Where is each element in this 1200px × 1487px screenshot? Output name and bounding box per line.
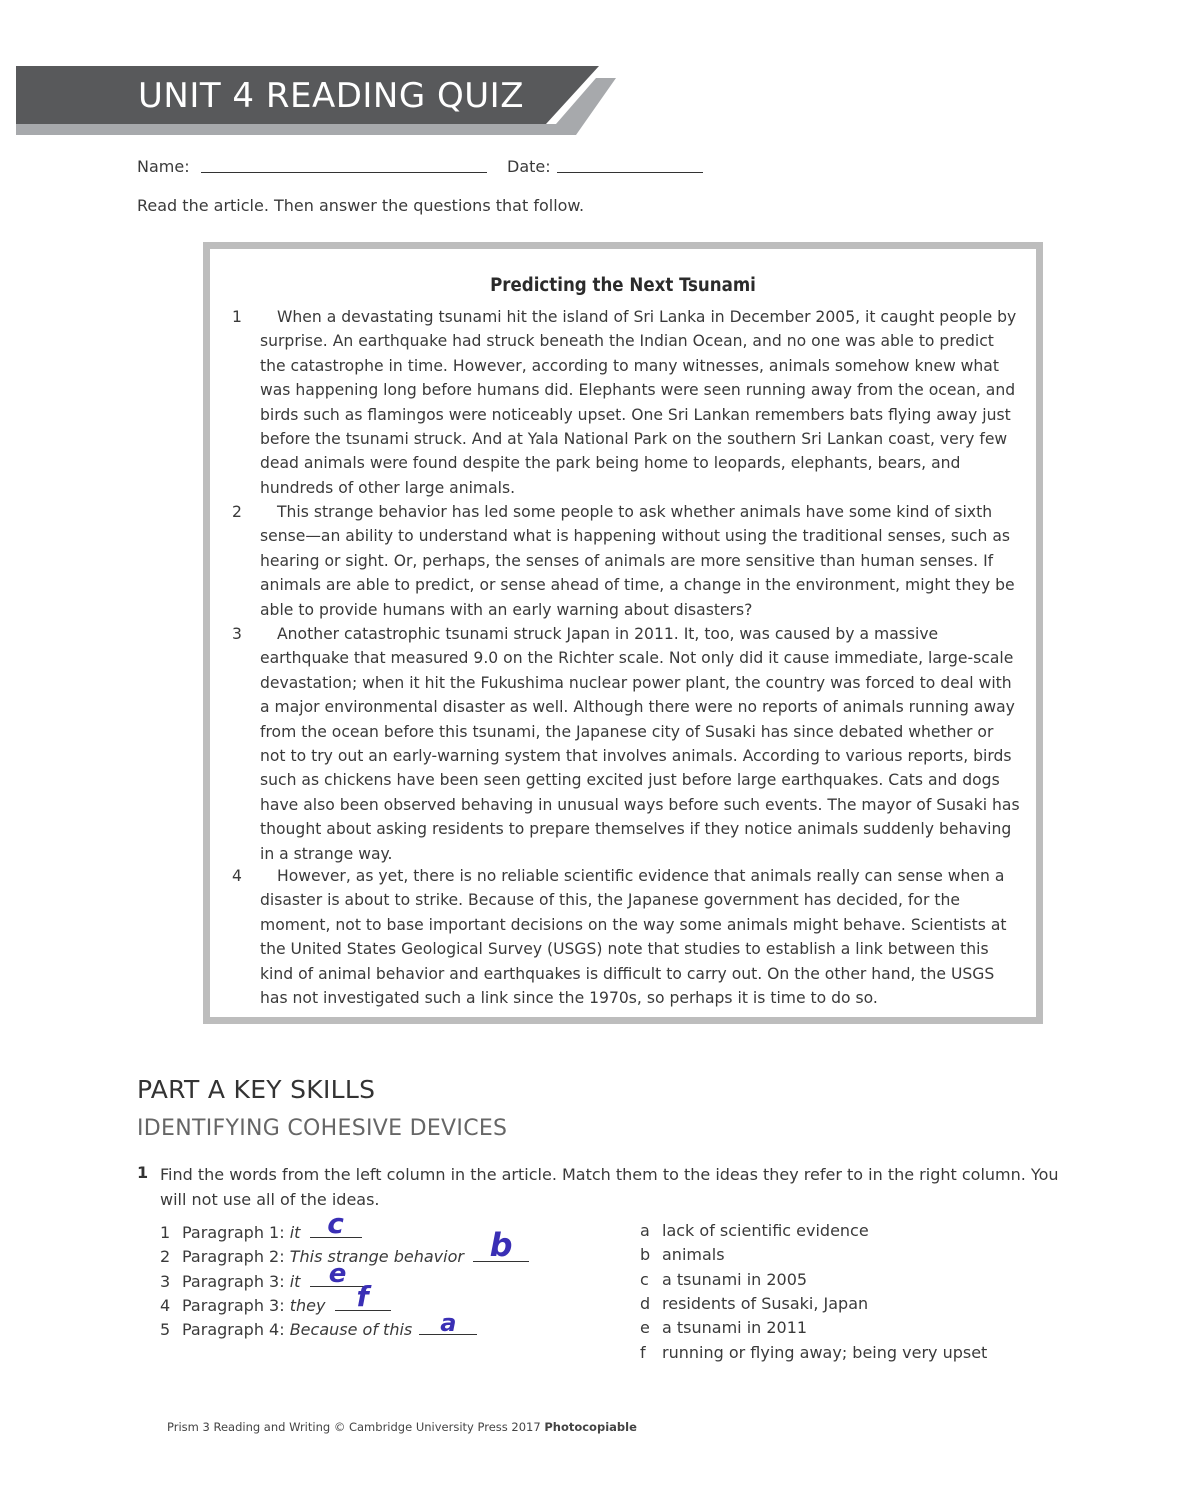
article-box: [203, 242, 1043, 1024]
handwritten-answer: f: [356, 1280, 369, 1313]
skill-subheading: IDENTIFYING COHESIVE DEVICES: [137, 1116, 508, 1141]
handwritten-answer: a: [440, 1309, 457, 1337]
answer-blank[interactable]: [473, 1226, 529, 1264]
article-title: Predicting the Next Tsunami: [490, 275, 756, 296]
match-item: 1 Paragraph 1: it c: [160, 1221, 362, 1242]
paragraph-number: 2: [232, 503, 242, 521]
date-label: Date:: [507, 157, 551, 176]
page-title: UNIT 4 READING QUIZ: [138, 76, 524, 116]
paragraph-number: 4: [232, 867, 242, 885]
paragraph-text: When a devastating tsunami hit the island of Sri Lanka in December 2005, it caught people by surprise. An earthquake had struck beneath the Indian Ocean, and no one was able to predict the catastrophe in time. However, according to many witnesses, animals somehow knew what was happening long before humans did. Elephants were seen running away from the ocean, and birds such as flamingos were noticeably upset. One Sri Lankan remembers bats flying away just before the tsunami struck. And at Yala National Park on the southern Sri Lankan coast, very few dead animals were found despite the park being home to leopards, elephants, bears, and hundreds of other large animals.: [260, 308, 1017, 497]
paragraph-text: However, as yet, there is no reliable scientific evidence that animals really can sense when a disaster is about to strike. Because of this, the Japanese government has decided, for the moment, not to base important decisions on the way some animals might behave. Scientists at the United States Geological Survey (USGS) note that studies to establish a link between this kind of animal behavior and earthquakes is difficult to carry out. On the other hand, the USGS has not investigated such a link since the 1970s, so perhaps it is time to do so.: [260, 867, 1007, 1008]
name-field[interactable]: [201, 172, 487, 173]
match-item: 4 Paragraph 3: they f: [160, 1294, 391, 1315]
handwritten-answer: b: [489, 1226, 513, 1264]
match-item: 2 Paragraph 2: This strange behavior b: [160, 1245, 529, 1266]
match-option: a lack of scientific evidence: [640, 1221, 869, 1240]
article-paragraph: [232, 305, 1022, 500]
match-option: d residents of Susaki, Japan: [640, 1294, 869, 1313]
name-label: Name:: [137, 157, 190, 176]
handwritten-answer: e: [328, 1259, 347, 1289]
paragraph-text: Another catastrophic tsunami struck Japan in 2011. It, too, was caused by a massive earthquake that measured 9.0 on the Richter scale. Not only did it cause immediate, large-scale devastation; when it hit the Fukushima nuclear power plant, the country was forced to deal with a major environmental disaster as well. Although there were no reports of animals running away from the ocean before this tsunami, the Japanese city of Susaki has since debated whether or not to try out an early-warning system that involves animals. According to various reports, birds such as chickens have been seen getting excited just before large earthquakes. Cats and dogs have also been observed behaving in unusual ways before such events. The mayor of Susaki has thought about asking residents to prepare themselves if they notice animals suddenly behaving in a strange way.: [260, 625, 1020, 863]
paragraph-number: 1: [232, 308, 242, 326]
footer-copyright: Prism 3 Reading and Writing © Cambridge University Press 2017 Photocopiable: [167, 1420, 637, 1434]
handwritten-answer: c: [327, 1207, 344, 1240]
paragraph-number: 3: [232, 625, 242, 643]
part-a-heading: PART A KEY SKILLS: [137, 1075, 376, 1104]
paragraph-text: This strange behavior has led some people to ask whether animals have some kind of sixth sense—an ability to understand what is happening without using the traditional senses, such as hearing or sight. Or, perhaps, the senses of animals are more sensitive than human senses. If animals are able to predict, or sense ahead of time, a change in the environment, might they be able to provide humans with an early warning about disasters?: [260, 503, 1015, 619]
question-text: Find the words from the left column in the article. Match them to the ideas they refer to in the right column. You will not use all of the ideas.: [160, 1165, 1059, 1209]
title-banner: [16, 66, 616, 138]
match-option: c a tsunami in 2005: [640, 1270, 808, 1289]
question-number: 1: [137, 1163, 149, 1182]
match-option: b animals: [640, 1245, 725, 1264]
match-item: 5 Paragraph 4: Because of this a: [160, 1318, 477, 1339]
instruction-text: Read the article. Then answer the questions that follow.: [137, 196, 585, 215]
article-paragraph: [232, 500, 1022, 622]
photocopiable-label: Photocopiable: [544, 1420, 637, 1434]
answer-blank[interactable]: [419, 1309, 477, 1337]
answer-blank[interactable]: [335, 1280, 391, 1313]
article-paragraph: [232, 864, 1022, 1010]
date-field[interactable]: [557, 172, 703, 173]
article-paragraph: [232, 622, 1022, 866]
match-item: 3 Paragraph 3: it e: [160, 1270, 366, 1291]
match-option: f running or flying away; being very upset: [640, 1343, 988, 1362]
match-option: e a tsunami in 2011: [640, 1318, 808, 1337]
answer-blank[interactable]: [310, 1207, 362, 1240]
